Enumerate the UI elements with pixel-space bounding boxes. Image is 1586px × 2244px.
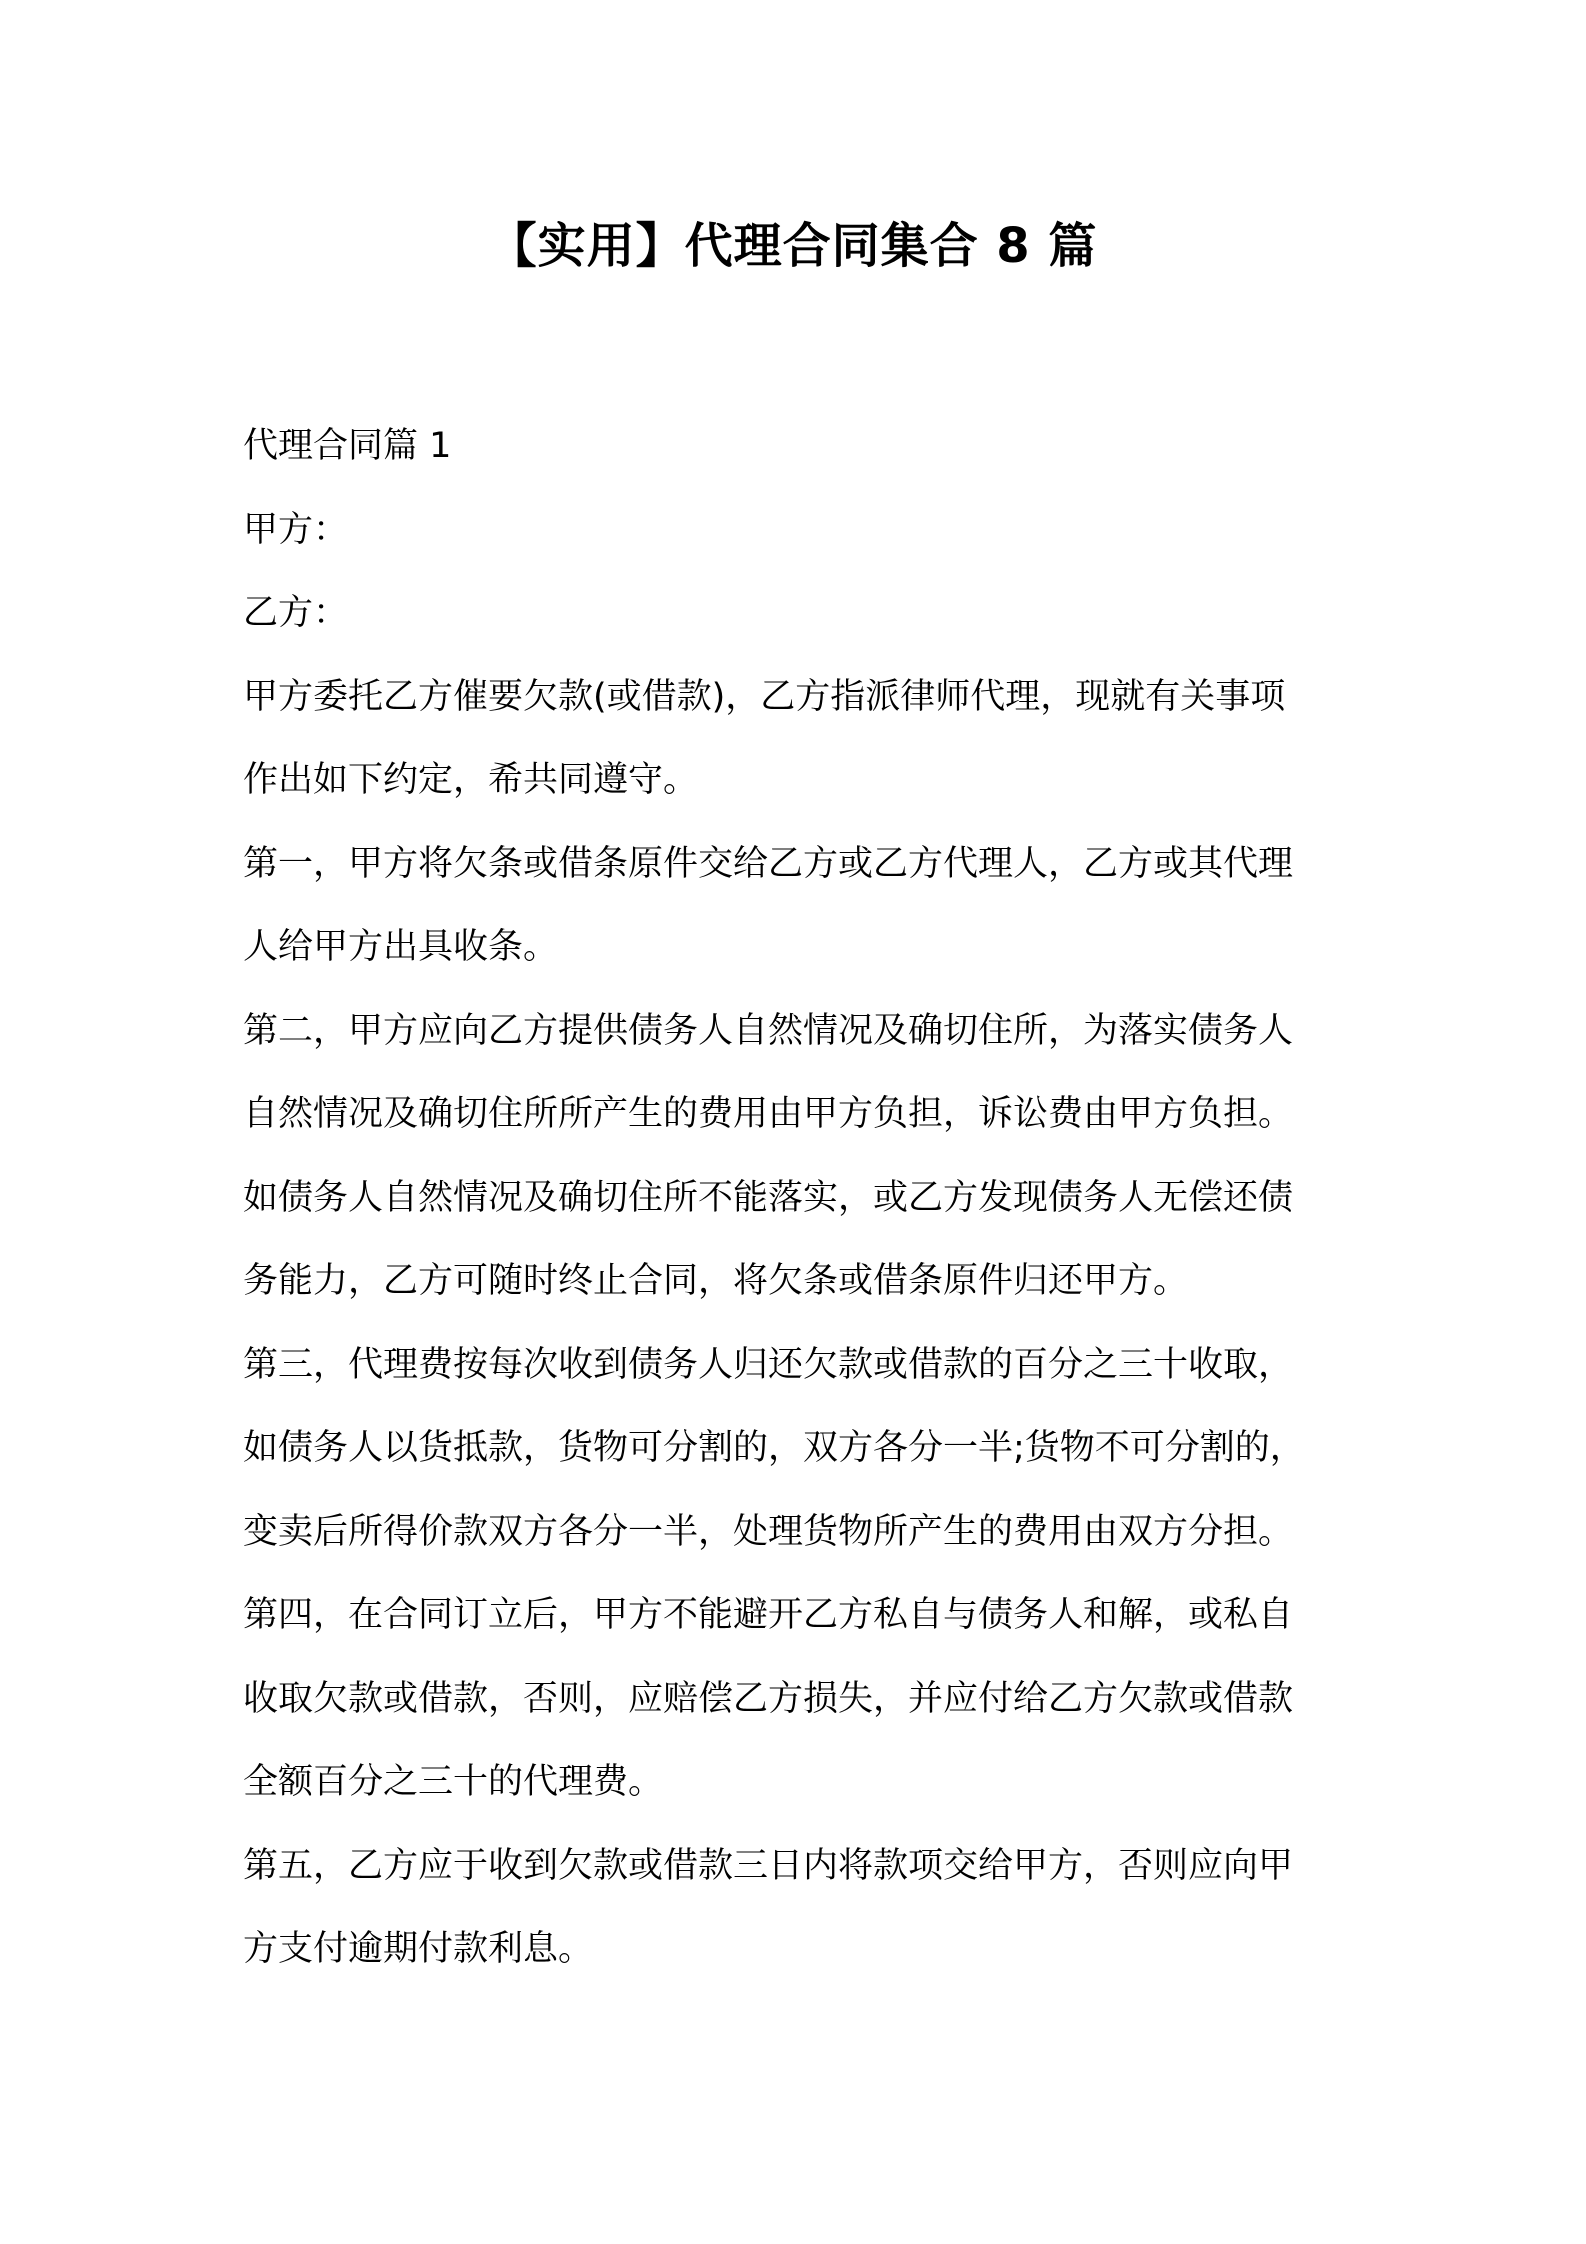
text-line: 甲方委托乙方催要欠款(或借款)，乙方指派律师代理，现就有关事项 <box>243 676 1286 717</box>
text-line: 务能力，乙方可随时终止合同，将欠条或借条原件归还甲方。 <box>243 1261 1189 1301</box>
text-line: 第五，乙方应于收到欠款或借款三日内将款项交给甲方，否则应向甲 <box>243 1845 1294 1886</box>
text-line: 方支付逾期付款利息。 <box>243 1929 594 1969</box>
document-title: 【实用】代理合同集合 8 篇 <box>488 218 1098 274</box>
document-body <box>243 405 1363 1992</box>
text-line: 第一，甲方将欠条或借条原件交给乙方或乙方代理人，乙方或其代理 <box>243 843 1294 884</box>
text-line: 第三，代理费按每次收到债务人归还欠款或借款的百分之三十收取， <box>243 1344 1294 1385</box>
text-line: 如债务人自然情况及确切住所不能落实，或乙方发现债务人无偿还债 <box>243 1177 1294 1218</box>
text-line: 作出如下约定，希共同遵守。 <box>243 760 699 800</box>
party-b-line: 乙方： <box>243 593 349 633</box>
text-line: 收取欠款或借款，否则，应赔偿乙方损失，并应付给乙方欠款或借款 <box>243 1678 1294 1719</box>
text-line: 自然情况及确切住所所产生的费用由甲方负担，诉讼费由甲方负担。 <box>243 1094 1294 1134</box>
party-a-line: 甲方： <box>243 509 349 550</box>
text-line: 第四，在合同订立后，甲方不能避开乙方私自与债务人和解，或私自 <box>243 1595 1294 1635</box>
text-line: 第二，甲方应向乙方提供债务人自然情况及确切住所，为落实债务人 <box>243 1010 1294 1051</box>
text-line: 变卖后所得价款双方各分一半，处理货物所产生的费用由双方分担。 <box>243 1511 1294 1552</box>
text-line: 全额百分之三十的代理费。 <box>243 1762 664 1802</box>
section-heading: 代理合同篇 1 <box>243 426 452 466</box>
text-line: 人给甲方出具收条。 <box>243 927 559 967</box>
text-line: 如债务人以货抵款，货物可分割的，双方各分一半;货物不可分割的， <box>243 1428 1305 1468</box>
